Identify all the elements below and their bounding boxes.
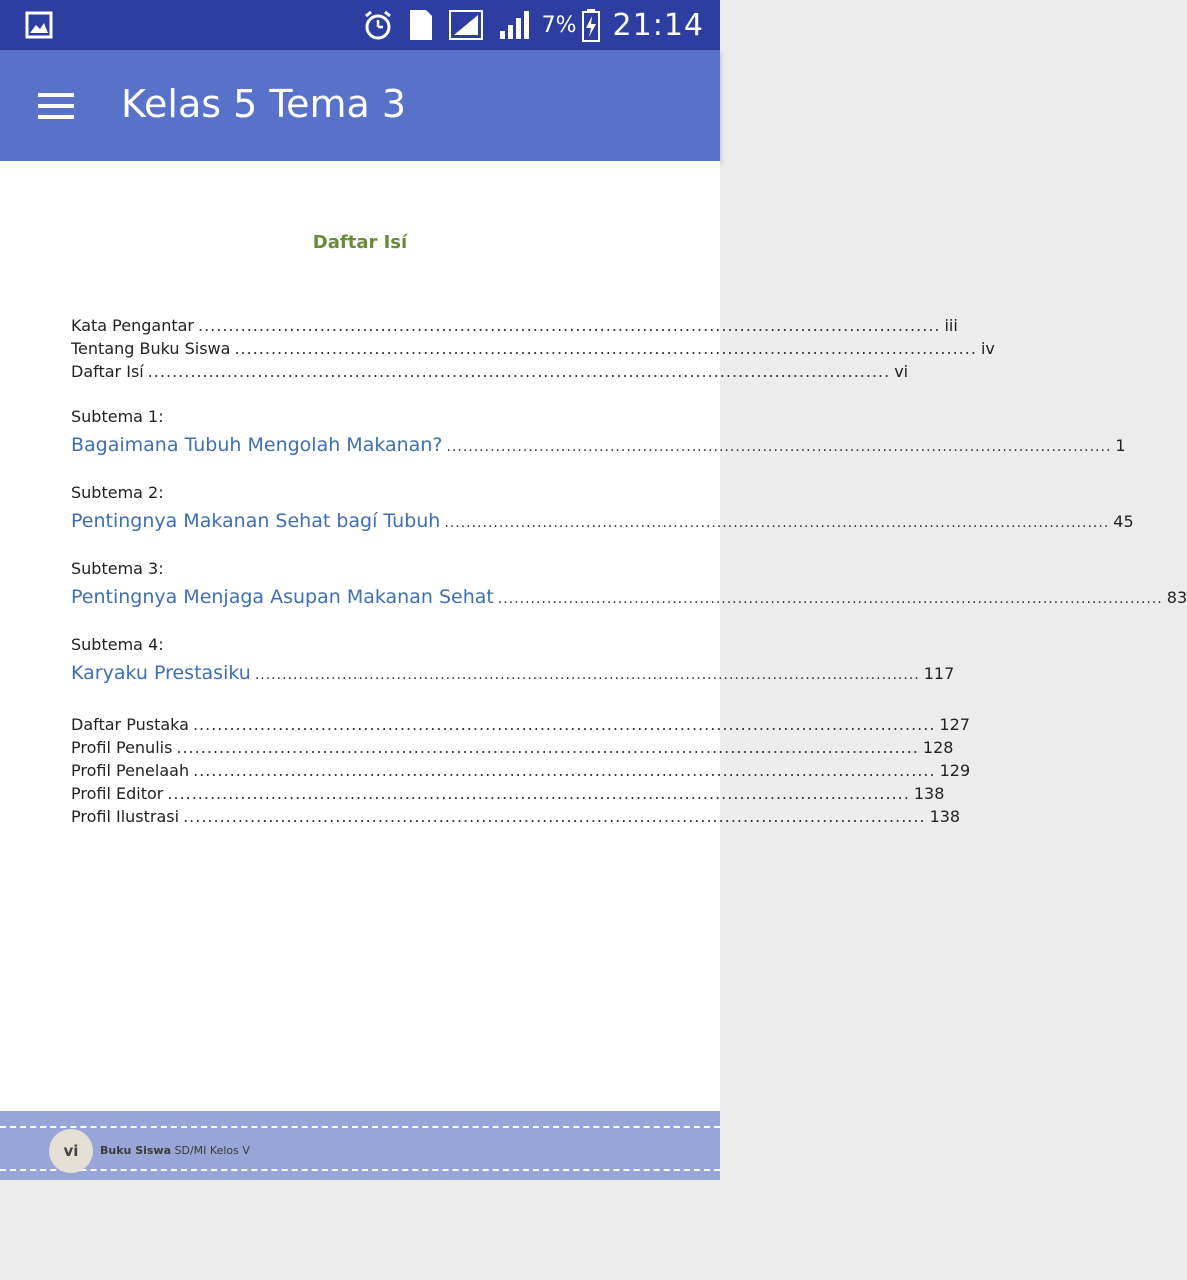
toc-entry[interactable] [71, 362, 909, 381]
toc-subtema-entry[interactable] [71, 662, 955, 684]
toc-entry-label: Profil Ilustrasi [71, 807, 180, 826]
dot-leader: .......................................................................................................................... [183, 807, 926, 826]
toc-entry-page: iv [980, 339, 995, 358]
subtema-label: Subtema 3: [71, 559, 164, 578]
battery-percent: 7% [541, 12, 577, 38]
battery-charging-icon [581, 8, 601, 42]
dot-leader: .......................................................................................................................... [446, 439, 1112, 455]
toc-subtema-entry[interactable] [71, 434, 1126, 456]
toc-entry-label: Profil Penelaah [71, 761, 190, 780]
toc-entry-page: 127 [939, 715, 970, 734]
dot-leader: .......................................................................................................................... [147, 362, 891, 381]
toc-entry-label: Kata Pengantar [71, 316, 194, 335]
toc-entry[interactable] [71, 807, 961, 826]
footer-divider [0, 1126, 720, 1128]
app-bar [0, 50, 720, 161]
signal-bars-icon [498, 9, 532, 41]
dot-leader: .......................................................................................................................... [497, 591, 1163, 607]
menu-icon[interactable] [30, 86, 82, 126]
toc-entry[interactable] [71, 761, 971, 780]
subtema-label: Subtema 1: [71, 407, 164, 426]
dot-leader: .......................................................................................................................... [193, 761, 936, 780]
footer-book-title [100, 1144, 250, 1157]
toc-entry[interactable] [71, 784, 945, 803]
subtema-label: Subtema 2: [71, 483, 164, 502]
dot-leader: .......................................................................................................................... [167, 784, 910, 803]
gallery-notification-icon [24, 10, 54, 40]
toc-entry-page: 117 [923, 664, 955, 683]
toc-entry-page: 1 [1115, 436, 1126, 455]
footer-book-bold: Buku Siswa [100, 1144, 172, 1157]
footer-page-number: vi [49, 1129, 93, 1173]
toc-entry-page: vi [894, 362, 909, 381]
toc-entry-page: 129 [939, 761, 971, 780]
dot-leader: .......................................................................................................................... [198, 316, 941, 335]
toc-entry[interactable] [71, 316, 958, 335]
book-page [0, 161, 1187, 1111]
toc-entry-page: 138 [913, 784, 945, 803]
toc-entry-page: 138 [929, 807, 961, 826]
toc-entry-label: Profil Editor [71, 784, 164, 803]
alarm-icon [362, 9, 394, 41]
sim-card-icon [408, 8, 434, 42]
toc-entry-label: Bagaimana Tubuh Mengolah Makanan? [71, 434, 443, 456]
toc-entry[interactable] [71, 738, 954, 757]
toc-entry-page: 128 [922, 738, 954, 757]
toc-entry-label: Karyaku Prestasiku [71, 662, 251, 684]
toc-heading: Daftar Isí [312, 232, 408, 253]
toc-entry-label: Daftar Isí [71, 362, 144, 381]
dot-leader: .......................................................................................................................... [254, 667, 920, 683]
toc-entry[interactable] [71, 715, 970, 734]
dot-leader: .......................................................................................................................... [176, 738, 919, 757]
status-bar [0, 0, 720, 50]
page-footer [0, 1111, 720, 1180]
signal-strength-icon [448, 9, 484, 41]
toc-subtema-entry[interactable] [71, 510, 1134, 532]
app-title: Kelas 5 Tema 3 [121, 82, 407, 126]
toc-subtema-entry[interactable] [71, 586, 1187, 608]
toc-entry-label: Tentang Buku Siswa [71, 339, 231, 358]
toc-entry[interactable] [71, 339, 995, 358]
toc-entry-label: Pentingnya Makanan Sehat bagí Tubuh [71, 510, 441, 532]
toc-entry-label: Daftar Pustaka [71, 715, 189, 734]
clock: 21:14 [612, 7, 704, 43]
dot-leader: .......................................................................................................................... [234, 339, 977, 358]
viewer-background [0, 1180, 720, 1280]
dot-leader: .......................................................................................................................... [192, 715, 936, 734]
footer-book-rest: SD/MI Kelos V [171, 1144, 250, 1157]
toc-entry-page: 45 [1113, 512, 1134, 531]
toc-entry-label: Pentingnya Menjaga Asupan Makanan Sehat [71, 586, 494, 608]
dot-leader: .......................................................................................................................... [444, 515, 1110, 531]
subtema-label: Subtema 4: [71, 635, 164, 654]
footer-divider [0, 1169, 720, 1171]
toc-entry-page: iii [944, 316, 958, 335]
toc-entry-page: 83 [1166, 588, 1187, 607]
toc-entry-label: Profil Penulis [71, 738, 173, 757]
